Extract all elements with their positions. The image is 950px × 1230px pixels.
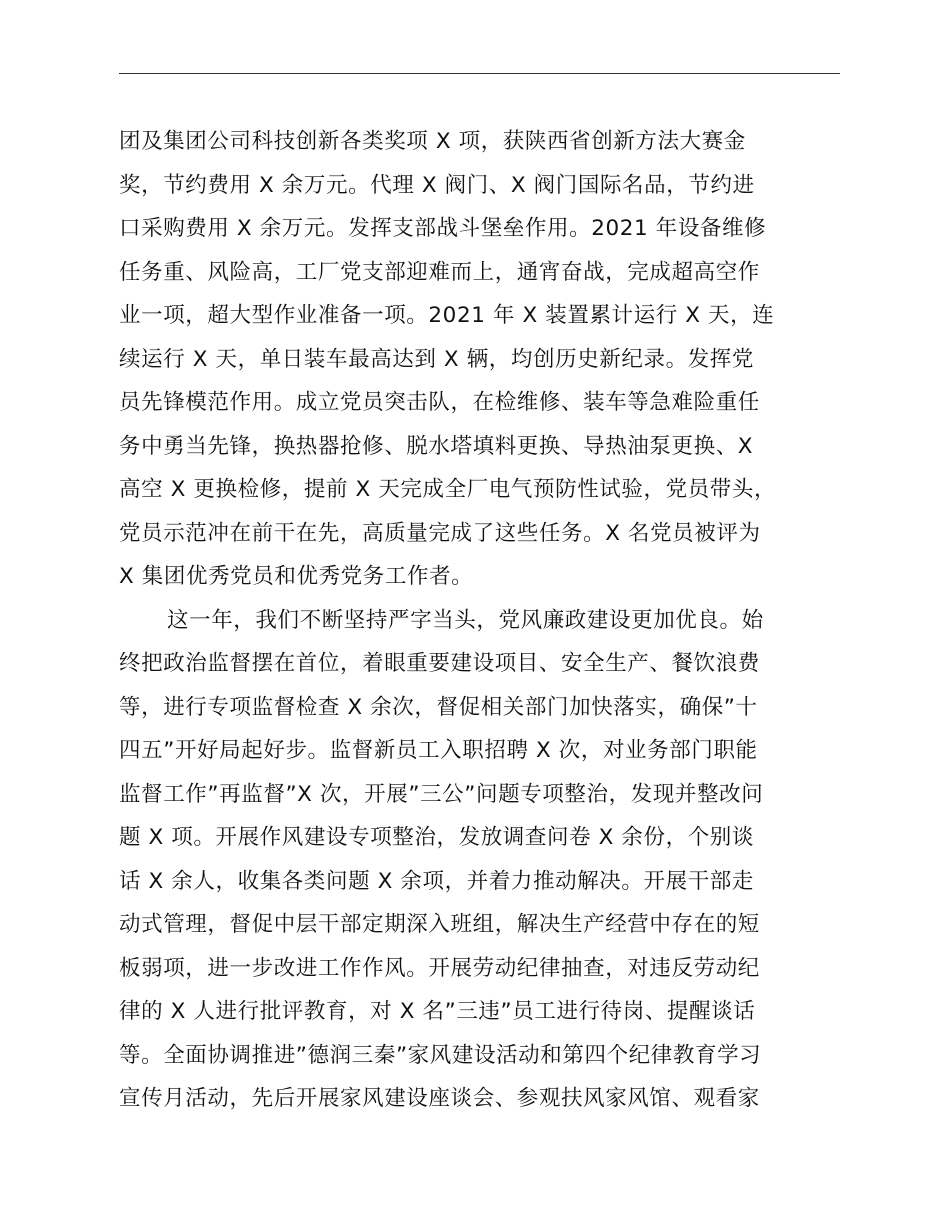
text-line: 团及集团公司科技创新各类奖项 X 项，获陕西省创新方法大赛金: [119, 129, 746, 154]
header-rule: [119, 73, 840, 74]
text-line: 宣传月活动，先后开展家风建设座谈会、参观扶风家风馆、观看家: [119, 1086, 760, 1111]
text-line: 口采购费用 X 余万元。发挥支部战斗堡垒作用。2021 年设备维修: [119, 216, 767, 241]
text-line: 奖，节约费用 X 余万元。代理 X 阀门、X 阀门国际名品，节约进: [119, 172, 755, 198]
text-line: 高空 X 更换检修，提前 X 天完成全厂电气预防性试验，党员带头，: [119, 477, 777, 502]
text-line: 监督工作”再监督”X 次，开展”三公”问题专项整治，发现并整改问: [119, 781, 764, 807]
text-line: 话 X 余人，收集各类问题 X 余项，并着力推动解决。开展干部走: [119, 868, 754, 894]
paragraph-start-line: 这一年，我们不断坚持严字当头，党风廉政建设更加优良。始: [167, 607, 764, 633]
text-line: 业一项，超大型作业准备一项。2021 年 X 装置累计运行 X 天，连: [119, 303, 775, 328]
text-line: 续运行 X 天，单日装车最高达到 X 辆，均创历史新纪录。发挥党: [119, 346, 754, 372]
text-line: 律的 X 人进行批评教育，对 X 名”三违”员工进行待岗、提醒谈话: [119, 999, 756, 1024]
text-line: 党员示范冲在前干在先，高质量完成了这些任务。X 名党员被评为: [119, 520, 761, 546]
text-line: 动式管理，督促中层干部定期深入班组，解决生产经营中存在的短: [119, 912, 760, 937]
text-line: 板弱项，进一步改进工作作风。开展劳动纪律抽查，对违反劳动纪: [119, 955, 760, 981]
document-body: [119, 120, 859, 1121]
text-line: 任务重、风险高，工厂党支部迎难而上，通宵奋战，完成超高空作: [119, 259, 760, 285]
text-line: 等，进行专项监督检查 X 余次，督促相关部门加快落实，确保”十: [119, 694, 758, 720]
text-line: 题 X 项。开展作风建设专项整治，发放调查问卷 X 余份，个别谈: [119, 825, 754, 850]
text-line: 四五”开好局起好步。监督新员工入职招聘 X 次，对业务部门职能: [119, 738, 758, 763]
text-line: 员先锋模范作用。成立党员突击队，在检维修、装车等急难险重任: [119, 390, 760, 415]
text-line: 终把政治监督摆在首位，着眼重要建设项目、安全生产、餐饮浪费: [119, 651, 760, 676]
text-line: X 集团优秀党员和优秀党务工作者。: [119, 564, 474, 589]
text-line: 等。全面协调推进”德润三秦”家风建设活动和第四个纪律教育学习: [119, 1042, 762, 1068]
text-line: 务中勇当先锋，换热器抢修、脱水塔填料更换、导热油泵更换、X: [119, 433, 754, 459]
